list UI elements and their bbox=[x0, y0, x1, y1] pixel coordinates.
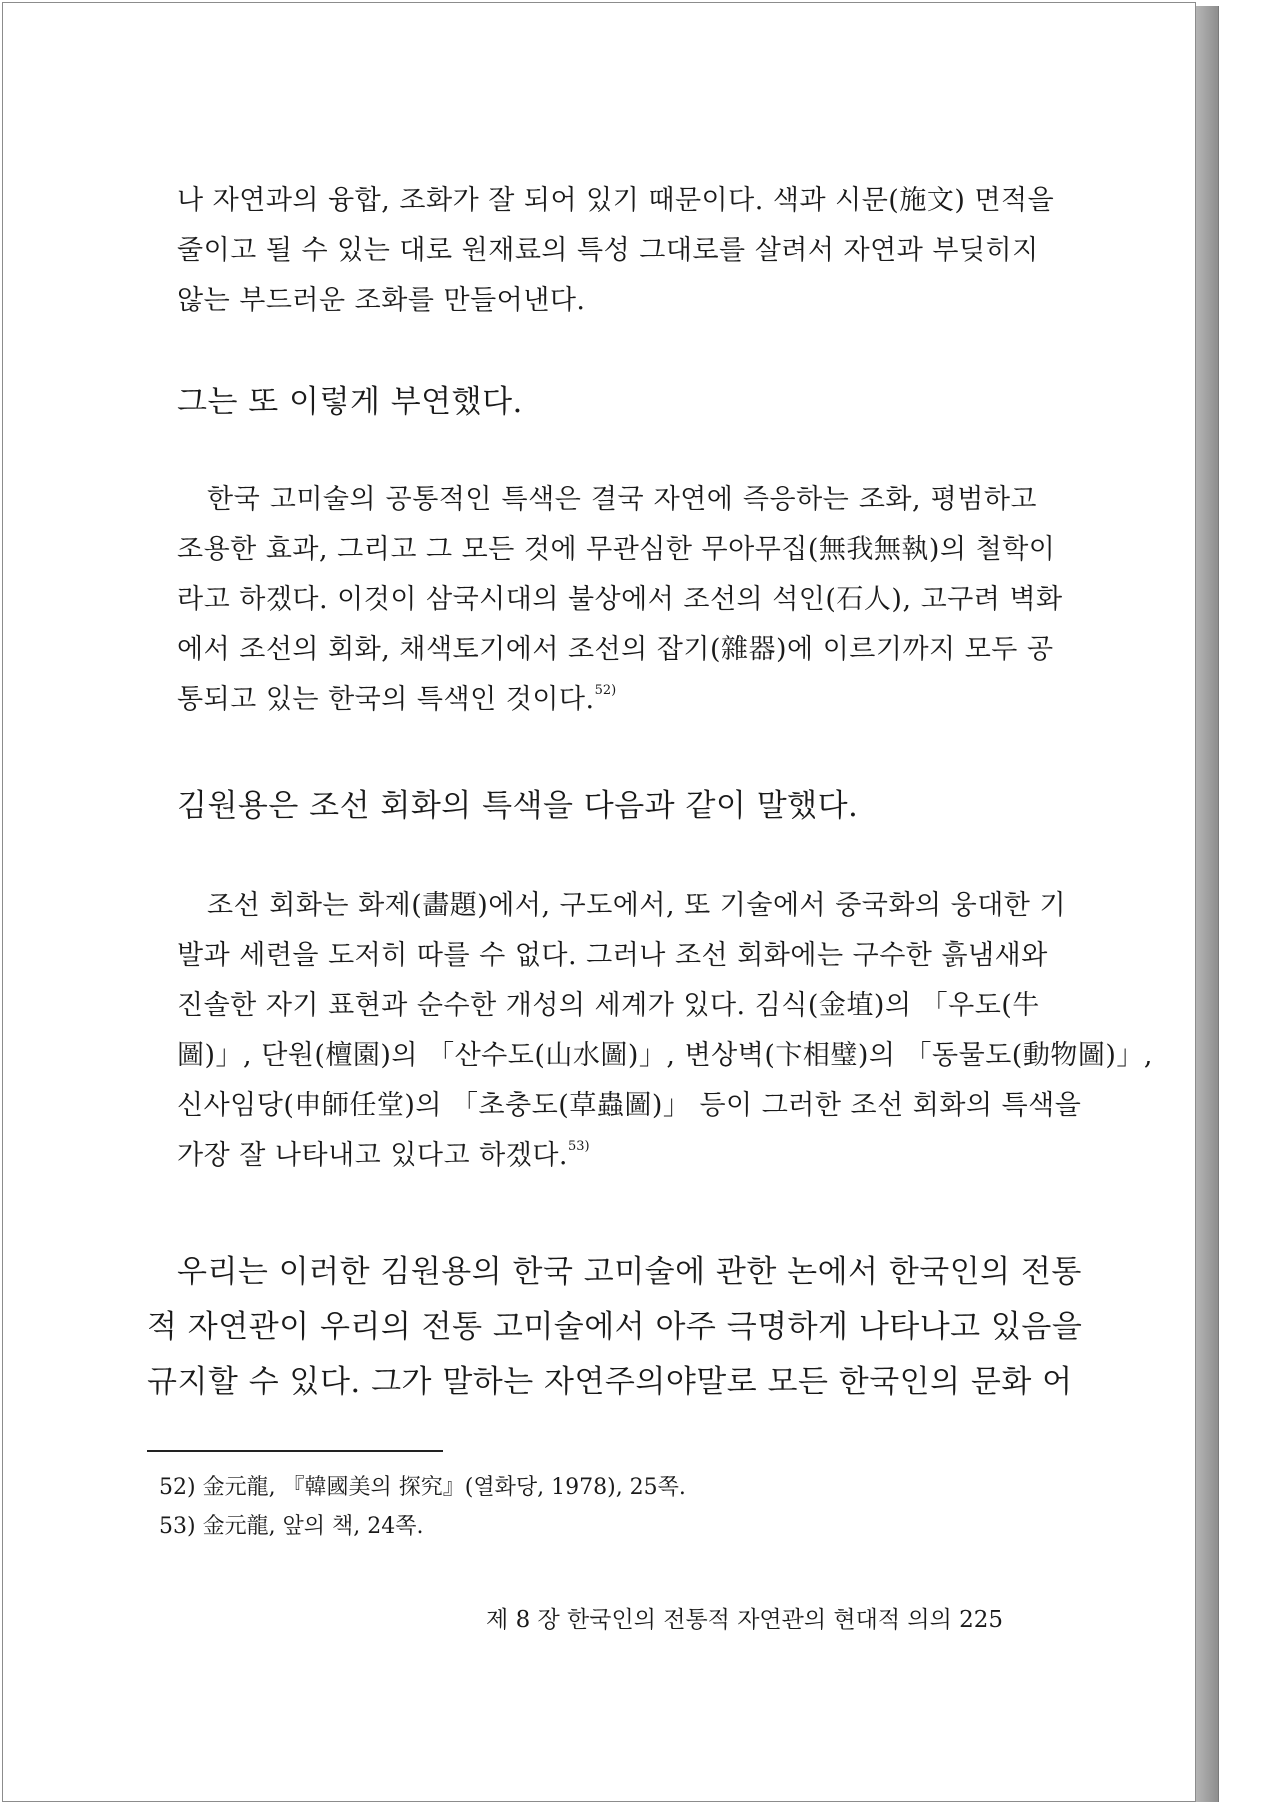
text-line: 圖)」, 단원(檀園)의 「산수도(山水圖)」, 변상벽(卞相璧)의 「동물도(動物圖)」, bbox=[177, 1040, 1153, 1071]
text-line: 신사임당(申師任堂)의 「초충도(草蟲圖)」 등이 그러한 조선 회화의 특색을 bbox=[177, 1090, 1082, 1121]
text-line: 한국 고미술의 공통적인 특색은 결국 자연에 즉응하는 조화, 평범하고 bbox=[207, 484, 1037, 515]
text-line: 않는 부드러운 조화를 만들어낸다. bbox=[177, 285, 586, 316]
text-line: 나 자연과의 융합, 조화가 잘 되어 있기 때문이다. 색과 시문(施文) 면적을 bbox=[177, 185, 1055, 216]
text-line: 김원용은 조선 회화의 특색을 다음과 같이 말했다. bbox=[177, 788, 859, 824]
footnote-52: 52) 金元龍, 『韓國美의 探究』(열화당, 1978), 25쪽. bbox=[159, 1475, 686, 1500]
text-line bbox=[177, 677, 1037, 716]
text-line: 적 자연관이 우리의 전통 고미술에서 아주 극명하게 나타나고 있음을 bbox=[147, 1309, 1083, 1345]
text-span: 통되고 있는 한국의 특색인 것이다. bbox=[177, 684, 595, 715]
text-line: 발과 세련을 도저히 따를 수 없다. 그러나 조선 회화에는 구수한 흙냄새와 bbox=[177, 940, 1048, 971]
text-line: 라고 하겠다. 이것이 삼국시대의 불상에서 조선의 석인(石人), 고구려 벽화 bbox=[177, 584, 1063, 615]
text-span: 가장 잘 나타내고 있다고 하겠다. bbox=[177, 1140, 568, 1171]
text-line: 조선 회화는 화제(畵題)에서, 구도에서, 또 기술에서 중국화의 웅대한 기 bbox=[207, 890, 1067, 921]
text-line: 에서 조선의 회화, 채색토기에서 조선의 잡기(雜器)에 이르기까지 모두 공 bbox=[177, 634, 1054, 665]
text-line: 그는 또 이렇게 부연했다. bbox=[177, 384, 523, 420]
text-line: 규지할 수 있다. 그가 말하는 자연주의야말로 모든 한국인의 문화 어 bbox=[147, 1364, 1073, 1400]
footnote-divider bbox=[147, 1450, 443, 1452]
text-line: 진솔한 자기 표현과 순수한 개성의 세계가 있다. 김식(金埴)의 「우도(牛 bbox=[177, 990, 1040, 1021]
page-edge bbox=[1196, 6, 1219, 1802]
text-line: 조용한 효과, 그리고 그 모든 것에 무관심한 무아무집(無我無執)의 철학이 bbox=[177, 534, 1056, 565]
text-line bbox=[177, 1133, 1037, 1172]
footnote-53: 53) 金元龍, 앞의 책, 24쪽. bbox=[159, 1514, 424, 1539]
text-line: 우리는 이러한 김원용의 한국 고미술에 관한 논에서 한국인의 전통 bbox=[177, 1254, 1082, 1290]
footnote-ref-52[interactable]: 52) bbox=[594, 683, 617, 698]
running-footer: 제 8 장 한국인의 전통적 자연관의 현대적 의의 225 bbox=[486, 1607, 1003, 1633]
footnote-ref-53[interactable]: 53) bbox=[567, 1139, 590, 1154]
text-line: 줄이고 될 수 있는 대로 원재료의 특성 그대로를 살려서 자연과 부딪히지 bbox=[177, 235, 1039, 266]
book-page bbox=[2, 2, 1196, 1802]
